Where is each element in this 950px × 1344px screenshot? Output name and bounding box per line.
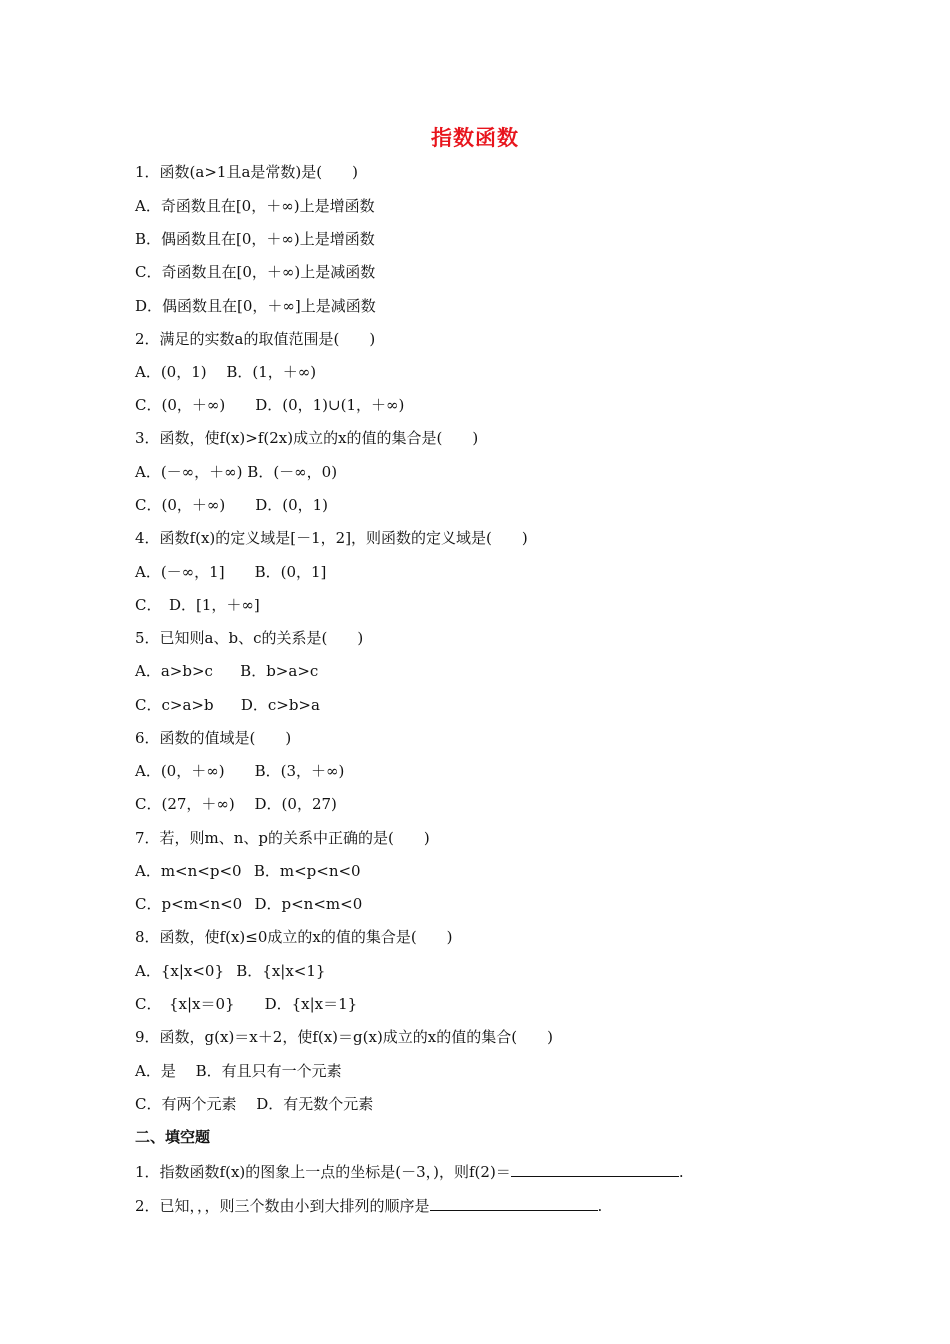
question-1-option-d: D．偶函数且在[0，＋∞]上是减函数 [135, 297, 376, 315]
section-heading-fill-in: 二、填空题 [135, 1128, 211, 1146]
question-3-options-ab: A．(－∞，＋∞) B．(－∞，0) [135, 463, 338, 481]
question-8-stem: 8．函数，使f(x)≤0成立的x的值的集合是( ) [135, 928, 453, 946]
question-7-options-ab: A．m<n<p<0 B．m<p<n<0 [135, 862, 361, 880]
question-1-option-c: C．奇函数且在[0，＋∞)上是减函数 [135, 263, 376, 281]
fill-in-question-2-end: . [597, 1197, 603, 1215]
fill-in-question-1-text: 1．指数函数f(x)的图象上一点的坐标是(－3，)，则f(2)＝ [135, 1163, 511, 1181]
page-title: 指数函数 [431, 126, 519, 150]
question-4-stem: 4．函数f(x)的定义域是[－1，2]，则函数的定义域是( ) [135, 529, 528, 547]
question-8-options-cd: C． {x|x＝0} D．{x|x＝1} [135, 995, 358, 1013]
question-3-options-cd: C．(0，＋∞) D．(0，1) [135, 496, 329, 514]
fill-in-question-2 [135, 1194, 602, 1216]
question-7-options-cd: C．p<m<n<0 D．p<n<m<0 [135, 895, 363, 913]
fill-in-question-1-end: . [678, 1163, 684, 1181]
question-9-stem: 9．函数，g(x)＝x＋2，使f(x)＝g(x)成立的x的值的集合( ) [135, 1028, 553, 1046]
fill-in-question-1 [135, 1160, 684, 1182]
answer-blank-2 [430, 1194, 598, 1211]
question-1-stem: 1．函数(a>1且a是常数)是( ) [135, 163, 358, 181]
question-6-options-cd: C．(27，＋∞) D．(0，27) [135, 795, 337, 813]
question-3-stem: 3．函数，使f(x)>f(2x)成立的x的值的集合是( ) [135, 429, 479, 447]
question-4-options-cd: C． D．[1，＋∞] [135, 596, 260, 614]
question-9-options-cd: C．有两个元素 D．有无数个元素 [135, 1095, 374, 1113]
question-7-stem: 7．若，则m、n、p的关系中正确的是( ) [135, 829, 430, 847]
fill-in-question-2-text: 2．已知，，，则三个数由小到大排列的顺序是 [135, 1197, 430, 1215]
question-2-stem: 2．满足的实数a的取值范围是( ) [135, 330, 376, 348]
question-5-options-ab: A．a>b>c B．b>a>c [135, 662, 319, 680]
question-4-options-ab: A．(－∞，1] B．(0，1] [135, 563, 327, 581]
answer-blank-1 [511, 1160, 679, 1177]
question-6-stem: 6．函数的值域是( ) [135, 729, 292, 747]
question-8-options-ab: A．{x|x<0} B．{x|x<1} [135, 962, 326, 980]
question-2-options-cd: C．(0，＋∞) D．(0，1)∪(1，＋∞) [135, 396, 405, 414]
question-9-options-ab: A．是 B．有且只有一个元素 [135, 1062, 342, 1080]
question-6-options-ab: A．(0，＋∞) B．(3，＋∞) [135, 762, 345, 780]
question-1-option-a: A．奇函数且在[0，＋∞)上是增函数 [135, 197, 375, 215]
question-5-stem: 5．已知则a、b、c的关系是( ) [135, 629, 364, 647]
question-2-options-ab: A．(0，1) B．(1，＋∞) [135, 363, 317, 381]
question-1-option-b: B．偶函数且在[0，＋∞)上是增函数 [135, 230, 375, 248]
question-5-options-cd: C．c>a>b D．c>b>a [135, 696, 320, 714]
